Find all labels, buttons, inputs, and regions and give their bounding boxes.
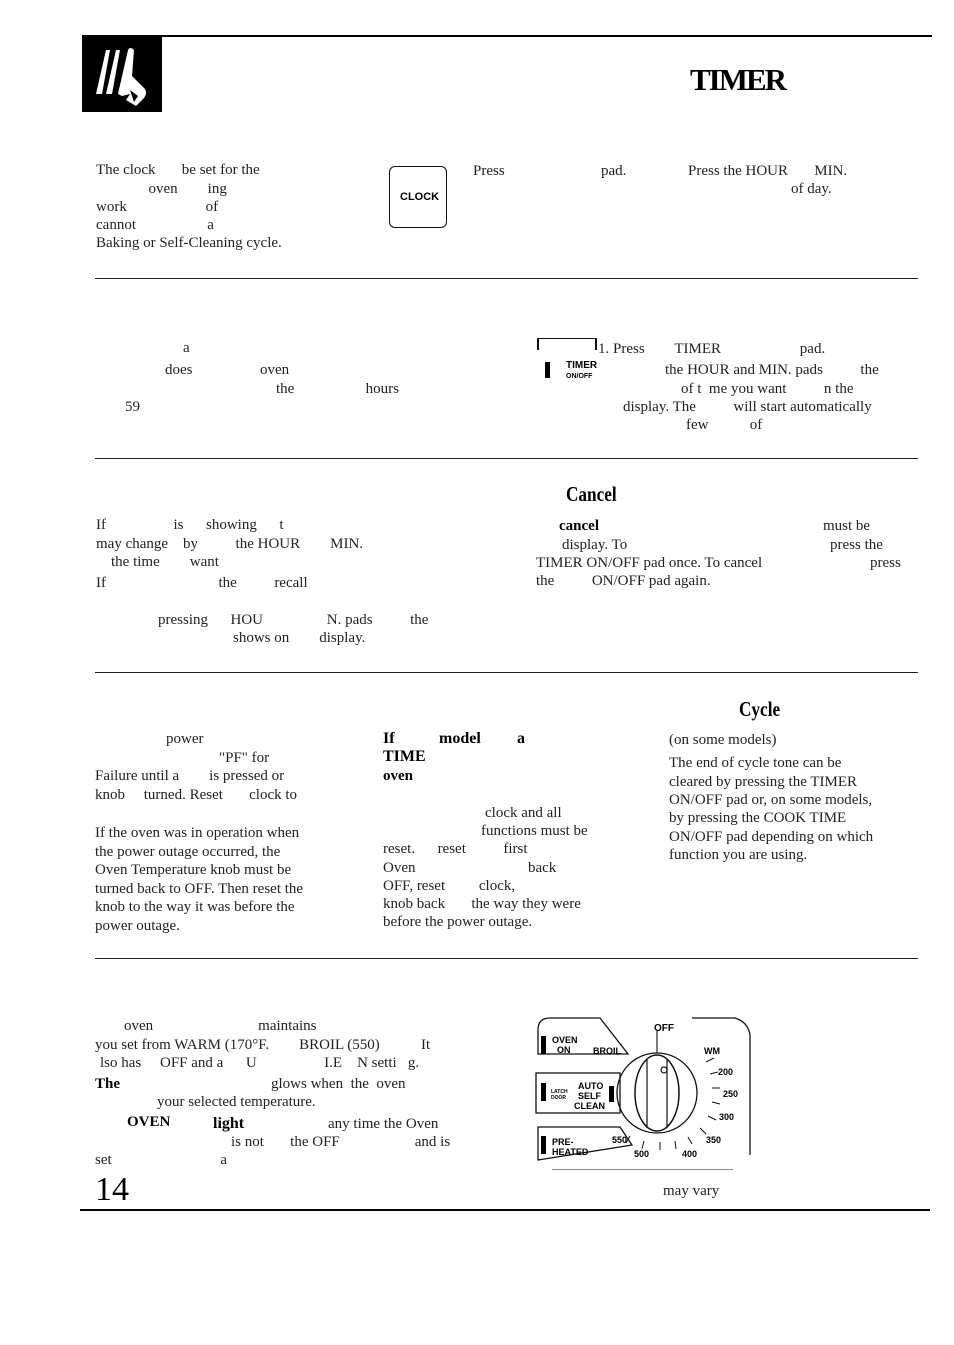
dial-500-label: 500 (634, 1149, 650, 1159)
timer-step-line: display. The will start automatically (623, 399, 872, 415)
power-col2-if: If (383, 730, 395, 747)
power-col2-a: a (517, 730, 525, 747)
timer-pad-bracket-icon (537, 338, 597, 351)
dial-250-label: 250 (723, 1089, 739, 1099)
footer-rule (80, 1209, 930, 1211)
oven-the-word: The (95, 1076, 121, 1092)
clock-pad-label: CLOCK (400, 191, 440, 203)
section-divider (95, 672, 918, 673)
oven-text-line: oven maintains (124, 1018, 317, 1034)
clock-pad[interactable] (389, 166, 447, 228)
cancel-text-line: the ON/OFF pad again. (536, 573, 711, 589)
clock-text-line: oven ing (96, 181, 227, 197)
power-text-line: knob turned. Reset clock to (95, 787, 298, 803)
power-col2-time: TIME (383, 748, 426, 765)
power-col2-line: OFF, reset clock, (383, 878, 516, 894)
oven-light-word: light (213, 1115, 245, 1132)
cycle-text-line: by pressing the COOK TIME (669, 810, 847, 826)
power-col2-line: before the power outage. (383, 914, 533, 930)
oven-text-line: any time the Oven (328, 1116, 439, 1132)
timer-text-line: 59 (125, 399, 140, 415)
section-divider (95, 278, 918, 279)
timer-pad-label-top[interactable]: TIMER (566, 360, 598, 371)
cycle-text-line: ON/OFF pad depending on which (669, 829, 874, 845)
oven-text-line: you set from WARM (170°F. BROIL (550) It (95, 1037, 431, 1053)
cycle-text-line: The end of cycle tone can be (669, 755, 842, 771)
broil-label: BROIL (593, 1046, 621, 1056)
power-col2-line: clock and all (485, 805, 562, 821)
cancel-text-line: press the (830, 537, 883, 553)
clock-text-line: work of (96, 199, 219, 215)
cycle-text-line: cleared by pressing the TIMER (669, 774, 858, 790)
latch-door-indicator-light (541, 1083, 546, 1101)
auto-self-clean-label: SELF (578, 1091, 602, 1101)
oven-text-line: is not the OFF and is (231, 1134, 451, 1150)
dial-wm-label: WM (704, 1046, 720, 1056)
timer-text-line: the hours (276, 381, 399, 397)
cycle-text-line: (on some models) (669, 732, 777, 748)
change-text-line: may change by the HOUR MIN. (96, 536, 364, 552)
oven-text-line: lso has OFF and a U I.E N setti g. (100, 1055, 420, 1071)
power-para-line: turned back to OFF. Then reset the (95, 881, 304, 897)
power-col2-line: knob back the way they were (383, 896, 581, 912)
dial-200-label: 200 (718, 1067, 734, 1077)
dial-400-label: 400 (682, 1149, 698, 1159)
power-para-line: knob to the way it was before the (95, 899, 295, 915)
preheated-label: PRE- (552, 1137, 574, 1147)
power-text-line: Failure until a is pressed or (95, 768, 285, 784)
timer-pad-bracket-left (537, 338, 539, 350)
hand-pressing-icon (82, 36, 162, 112)
dial-350-label: 350 (706, 1135, 722, 1145)
cancel-heading: Cancel (566, 482, 617, 506)
oven-on-label: OVEN (552, 1035, 578, 1045)
power-col2-line: reset. reset first (383, 841, 528, 857)
diagram-caption: may vary (663, 1183, 720, 1199)
auto-self-clean-label: CLEAN (574, 1101, 605, 1111)
cycle-heading: Cycle (739, 697, 781, 721)
preheated-label: HEATED (552, 1147, 589, 1157)
change-text-line: If the recall (96, 575, 308, 591)
clock-text-line: The clock be set for the (96, 162, 260, 178)
auto-self-clean-label: AUTO (578, 1081, 604, 1091)
oven-temperature-knob[interactable] (618, 1054, 696, 1132)
timer-text-line: a (183, 340, 190, 356)
power-text-line: power (166, 731, 204, 747)
oven-text-line: your selected temperature. (157, 1094, 316, 1110)
dial-off-label: OFF (654, 1023, 674, 1034)
section-divider (95, 458, 918, 459)
auto-self-clean-indicator-light (609, 1086, 614, 1102)
power-col2-line: Oven back (383, 860, 557, 876)
oven-text-line: glows when the oven (271, 1076, 406, 1092)
cancel-word: cancel (559, 518, 599, 534)
cancel-text-line: press (870, 555, 901, 571)
cycle-text-line: ON/OFF pad or, on some models, (669, 792, 873, 808)
oven-word: OVEN (127, 1114, 171, 1130)
clock-text-line: cannot a (96, 217, 214, 233)
power-para-line: Oven Temperature knob must be (95, 862, 292, 878)
oven-text-line: set a (95, 1152, 228, 1168)
timer-step-line: of t me you want n the (681, 381, 854, 397)
page-number: 14 (95, 1171, 129, 1208)
timer-pad-label-bottom[interactable]: ON/OFF (566, 373, 593, 380)
page-title: TIMER (690, 62, 786, 97)
power-col2-line: functions must be (481, 823, 588, 839)
oven-control-panel (530, 1010, 755, 1170)
clock-text-line: Baking or Self-Cleaning cycle. (96, 235, 282, 251)
latch-door-label: LATCH (551, 1089, 568, 1095)
preheated-indicator-light (541, 1136, 546, 1154)
clock-step-press: Press (473, 163, 505, 179)
cancel-text-line: display. To (562, 537, 628, 553)
timer-step-line: 1. Press TIMER pad. (598, 341, 826, 357)
change-text-line: the time want (96, 554, 219, 570)
cancel-text-line: must be (823, 518, 871, 534)
change-text-line: pressing HOU N. pads the (158, 612, 429, 628)
clock-step2-line: of day. (791, 181, 832, 197)
oven-on-label: ON (557, 1045, 571, 1055)
timer-step-line: few of (686, 417, 763, 433)
cycle-text-line: function you are using. (669, 847, 808, 863)
change-text-line: shows on display. (233, 630, 366, 646)
timer-step-line: the HOUR and MIN. pads the (665, 362, 879, 378)
power-para-line: power outage. (95, 918, 180, 934)
timer-text-line: does oven (165, 362, 290, 378)
dial-300-label: 300 (719, 1112, 735, 1122)
power-text-line: "PF" for (219, 750, 270, 766)
timer-indicator-light (545, 362, 550, 378)
power-para-line: If the oven was in operation when (95, 825, 300, 841)
power-col2-oven: oven (383, 768, 413, 784)
power-col2-model: model (439, 730, 481, 747)
clock-step2-line: Press the HOUR MIN. (688, 163, 848, 179)
latch-door-label: DOOR (551, 1095, 566, 1101)
change-text-line: If is showing t (96, 517, 284, 533)
cancel-text-line: TIMER ON/OFF pad once. To cancel (536, 555, 763, 571)
section-divider (95, 958, 918, 959)
clock-step-pad: pad. (601, 163, 627, 179)
oven-on-indicator-light (541, 1036, 546, 1054)
header-top-rule (82, 35, 932, 37)
dial-550-label: 550 (612, 1135, 628, 1145)
power-para-line: the power outage occurred, the (95, 844, 281, 860)
timer-pad-bracket-right (595, 338, 597, 350)
